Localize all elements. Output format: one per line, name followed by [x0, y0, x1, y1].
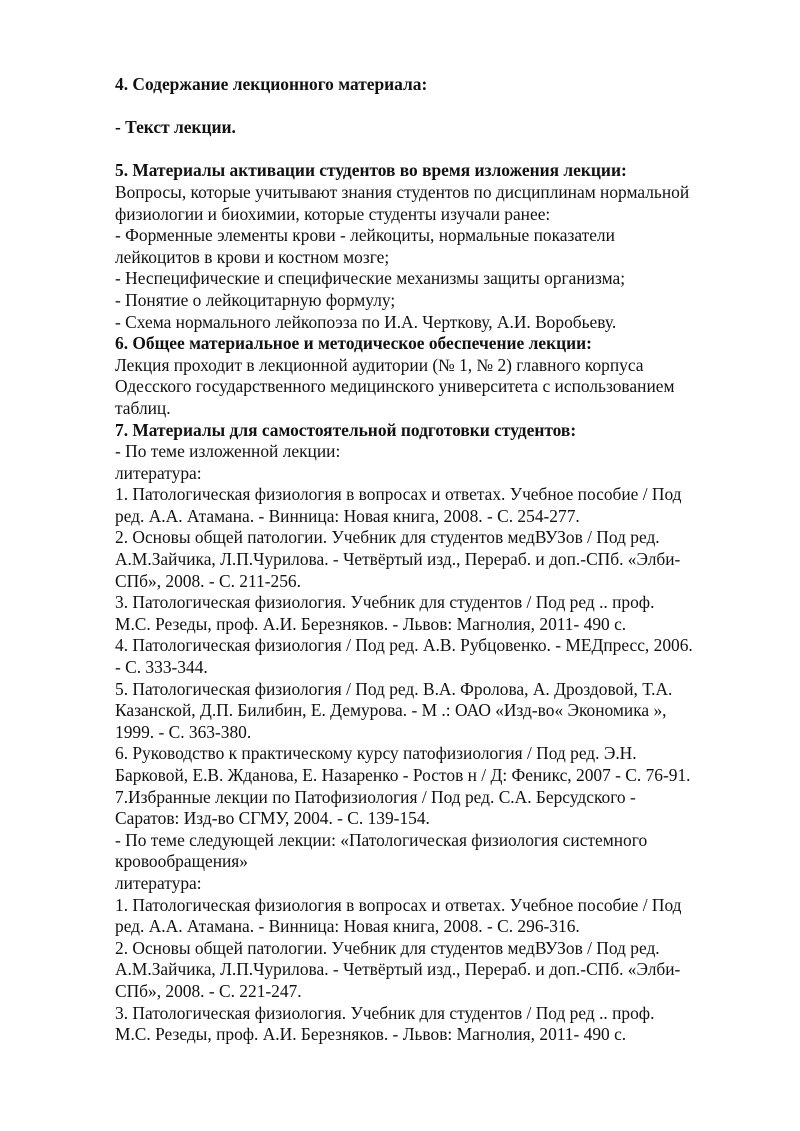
- section-heading-line: 6. Общее материальное и методическое обеспечение лекции:: [115, 333, 592, 354]
- text-line: - По теме следующей лекции: «Патологическая физиология системного: [115, 829, 648, 850]
- text-line: М.С. Резеды, проф. А.И. Березняков. - Львов: Магнолия, 2011- 490 с.: [115, 613, 627, 634]
- text-line: СПб», 2008. - С. 211-256.: [115, 570, 301, 591]
- text-line: 1999. - С. 363-380.: [115, 721, 252, 742]
- section-heading-line: 4. Содержание лекционного материала:: [115, 74, 428, 94]
- text-line: А.М.Зайчика, Л.П.Чурилова. - Четвёртый изд., Перераб. и доп.-СПб. «Элби-: [115, 549, 681, 570]
- text-line: М.С. Резеды, проф. А.И. Березняков. - Львов: Магнолия, 2011- 490 с.: [115, 1024, 627, 1045]
- text-line: 3. Патологическая физиология. Учебник для студентов / Под ред .. проф.: [115, 592, 655, 613]
- text-line: - По теме изложенной лекции:: [115, 441, 341, 462]
- text-line: 2. Основы общей патологии. Учебник для студентов медВУЗов / Под ред.: [115, 937, 660, 958]
- text-line: литература:: [115, 872, 202, 893]
- blank-line: [115, 139, 755, 161]
- text-line: лейкоцитов в крови и костном мозге;: [115, 246, 390, 267]
- text-line: А.М.Зайчика, Л.П.Чурилова. - Четвёртый изд., Перераб. и доп.-СПб. «Элби-: [115, 959, 681, 980]
- text-line: - Понятие о лейкоцитарную формулу;: [115, 289, 396, 310]
- blank-line: [115, 96, 755, 118]
- text-line: 1. Патологическая физиология в вопросах и ответах. Учебное пособие / Под: [115, 484, 682, 505]
- text-line: 6. Руководство к практическому курсу патофизиология / Под ред. Э.Н.: [115, 743, 637, 764]
- text-line: Лекция проходит в лекционной аудитории (№ 1, № 2) главного корпуса: [115, 354, 644, 375]
- text-line: 4. Патологическая физиология / Под ред. А.В. Рубцовенко. - МЕДпресс, 2006.: [115, 635, 693, 656]
- text-line: 2. Основы общей патологии. Учебник для студентов медВУЗов / Под ред.: [115, 527, 660, 548]
- text-line: кровообращения»: [115, 851, 249, 872]
- text-line: Одесского государственного медицинского университета с использованием: [115, 376, 675, 397]
- text-line: таблиц.: [115, 397, 171, 418]
- text-line: Барковой, Е.В. Жданова, Е. Назаренко - Ростов н / Д: Феникс, 2007 - С. 76-91.: [115, 765, 691, 785]
- text-line: Саратов: Изд-во СГМУ, 2004. - С. 139-154.: [115, 808, 430, 829]
- text-line: 1. Патологическая физиология в вопросах и ответах. Учебное пособие / Под: [115, 894, 682, 915]
- text-line: - Схема нормального лейкопоэза по И.А. Черткову, А.И. Воробьеву.: [115, 311, 617, 332]
- text-line: Казанской, Д.П. Билибин, Е. Демурова. - М .: ОАО «Изд-во« Экономика »,: [115, 700, 667, 721]
- text-line: - Неспецифические и специфические механизмы защиты организма;: [115, 268, 626, 289]
- text-line: 7.Избранные лекции по Патофизиология / Под ред. С.А. Берсудского -: [115, 786, 636, 807]
- text-line: 3. Патологическая физиология. Учебник для студентов / Под ред .. проф.: [115, 1002, 655, 1023]
- text-line: Вопросы, которые учитывают знания студентов по дисциплинам нормальной: [115, 181, 690, 202]
- section-heading-line: 5. Материалы активации студентов во время изложения лекции:: [115, 160, 627, 181]
- document-page: [115, 74, 755, 1046]
- text-line: - С. 333-344.: [115, 657, 208, 678]
- text-line: физиологии и биохимии, которые студенты изучали ранее:: [115, 203, 551, 224]
- text-line: - Форменные элементы крови - лейкоциты, нормальные показатели: [115, 225, 615, 246]
- text-line: СПб», 2008. - С. 221-247.: [115, 980, 302, 1001]
- text-line: ред. А.А. Атамана. - Винница: Новая книга, 2008. - С. 296-316.: [115, 916, 580, 937]
- section-heading-line: 7. Материалы для самостоятельной подготовки студентов:: [115, 419, 577, 440]
- section-heading-line: - Текст лекции.: [115, 117, 236, 138]
- text-line: ред. А.А. Атамана. - Винница: Новая книга, 2008. - С. 254-277.: [115, 505, 580, 526]
- text-line: 5. Патологическая физиология / Под ред. В.А. Фролова, А. Дроздовой, Т.А.: [115, 678, 673, 699]
- text-line: литература:: [115, 462, 202, 483]
